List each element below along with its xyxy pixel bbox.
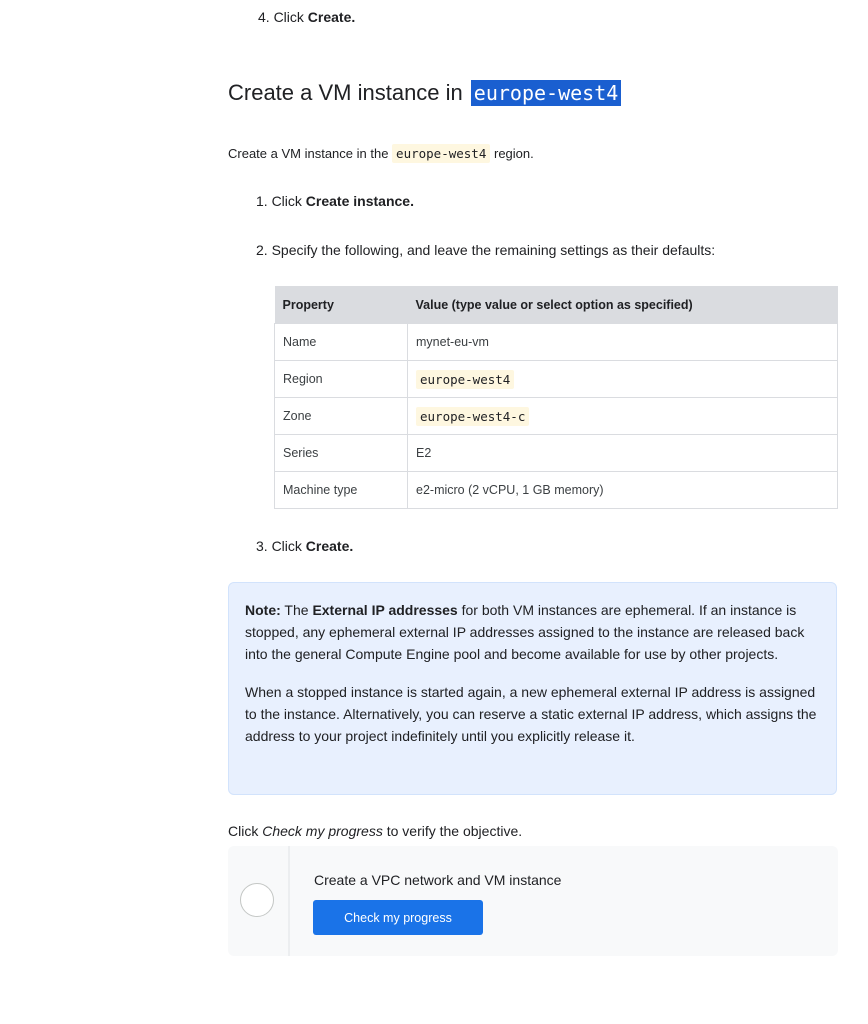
- title-text: Create a VM instance in: [228, 80, 463, 105]
- note-paragraph-2: When a stopped instance is started again, a new ephemeral external IP address is assigned to the instance. Alternatively, you can reserve a static external IP address, which assigns the address to your project indefinitely until you explicitly release it.: [245, 684, 817, 744]
- cell-property: Series: [275, 435, 408, 472]
- step-1: [256, 193, 414, 209]
- cell-value: [408, 472, 838, 509]
- intro-suffix: region.: [493, 146, 534, 161]
- step-bold: Create.: [305, 538, 354, 554]
- step-text: 1. Click: [256, 193, 306, 209]
- table-row: [275, 435, 838, 472]
- cell-value: [408, 324, 838, 361]
- step-text: 2. Specify the following, and leave the remaining settings as their defaults:: [256, 242, 716, 258]
- check-italic: Check my progress: [262, 823, 383, 839]
- step-bold: Create.: [307, 9, 356, 25]
- note-text: The: [284, 602, 309, 618]
- value-text: e2-micro (2 vCPU, 1 GB memory): [416, 483, 604, 497]
- note-paragraph-1: [245, 599, 820, 665]
- step-text: 4. Click: [258, 9, 308, 25]
- title-region-highlight: europe-west4: [471, 80, 622, 106]
- step-4-create: [258, 9, 355, 25]
- cell-property: Machine type: [275, 472, 408, 509]
- table-row: [275, 472, 838, 509]
- settings-table: [274, 286, 838, 509]
- table-row: [275, 398, 838, 435]
- value-text: mynet-eu-vm: [416, 335, 489, 349]
- check-instruction: [228, 823, 522, 839]
- cell-property: Region: [275, 361, 408, 398]
- task-title: Create a VPC network and VM instance: [314, 872, 562, 888]
- cell-value: [408, 361, 838, 398]
- step-3: [256, 538, 353, 554]
- cell-property: Zone: [275, 398, 408, 435]
- cell-value: [408, 435, 838, 472]
- value-code: europe-west4: [416, 370, 514, 389]
- section-title: [228, 80, 621, 106]
- intro-region-code: europe-west4: [392, 144, 490, 163]
- progress-check-card: [228, 846, 838, 956]
- step-2: [256, 242, 715, 258]
- check-text: Click: [228, 823, 259, 839]
- check-my-progress-button[interactable]: Check my progress: [313, 900, 483, 935]
- cell-property: Name: [275, 324, 408, 361]
- value-text: E2: [416, 446, 432, 460]
- note-callout: [228, 582, 837, 795]
- table-row: [275, 324, 838, 361]
- step-text: 3. Click: [256, 538, 306, 554]
- intro-text: Create a VM instance in the: [228, 146, 389, 161]
- progress-status-circle-icon: [240, 883, 274, 917]
- section-intro: [228, 146, 534, 161]
- step-bold: Create instance.: [305, 193, 414, 209]
- table-header-row: [275, 286, 838, 324]
- note-label: Note:: [245, 602, 281, 618]
- check-text: to verify the objective.: [386, 823, 523, 839]
- value-code: europe-west4-c: [416, 407, 529, 426]
- note-text: for both VM instances are ephemeral. If an instance is stopped, any ephemeral external IP addresses assigned to the instance are released back into the general Compute Engine pool and become available for use by other projects.: [245, 602, 805, 662]
- cell-value: [408, 398, 838, 435]
- header-value: Value (type value or select option as specified): [408, 286, 838, 324]
- note-bold: External IP addresses: [312, 602, 458, 618]
- header-property: Property: [275, 286, 408, 324]
- progress-status-column: [228, 846, 290, 956]
- table-row: [275, 361, 838, 398]
